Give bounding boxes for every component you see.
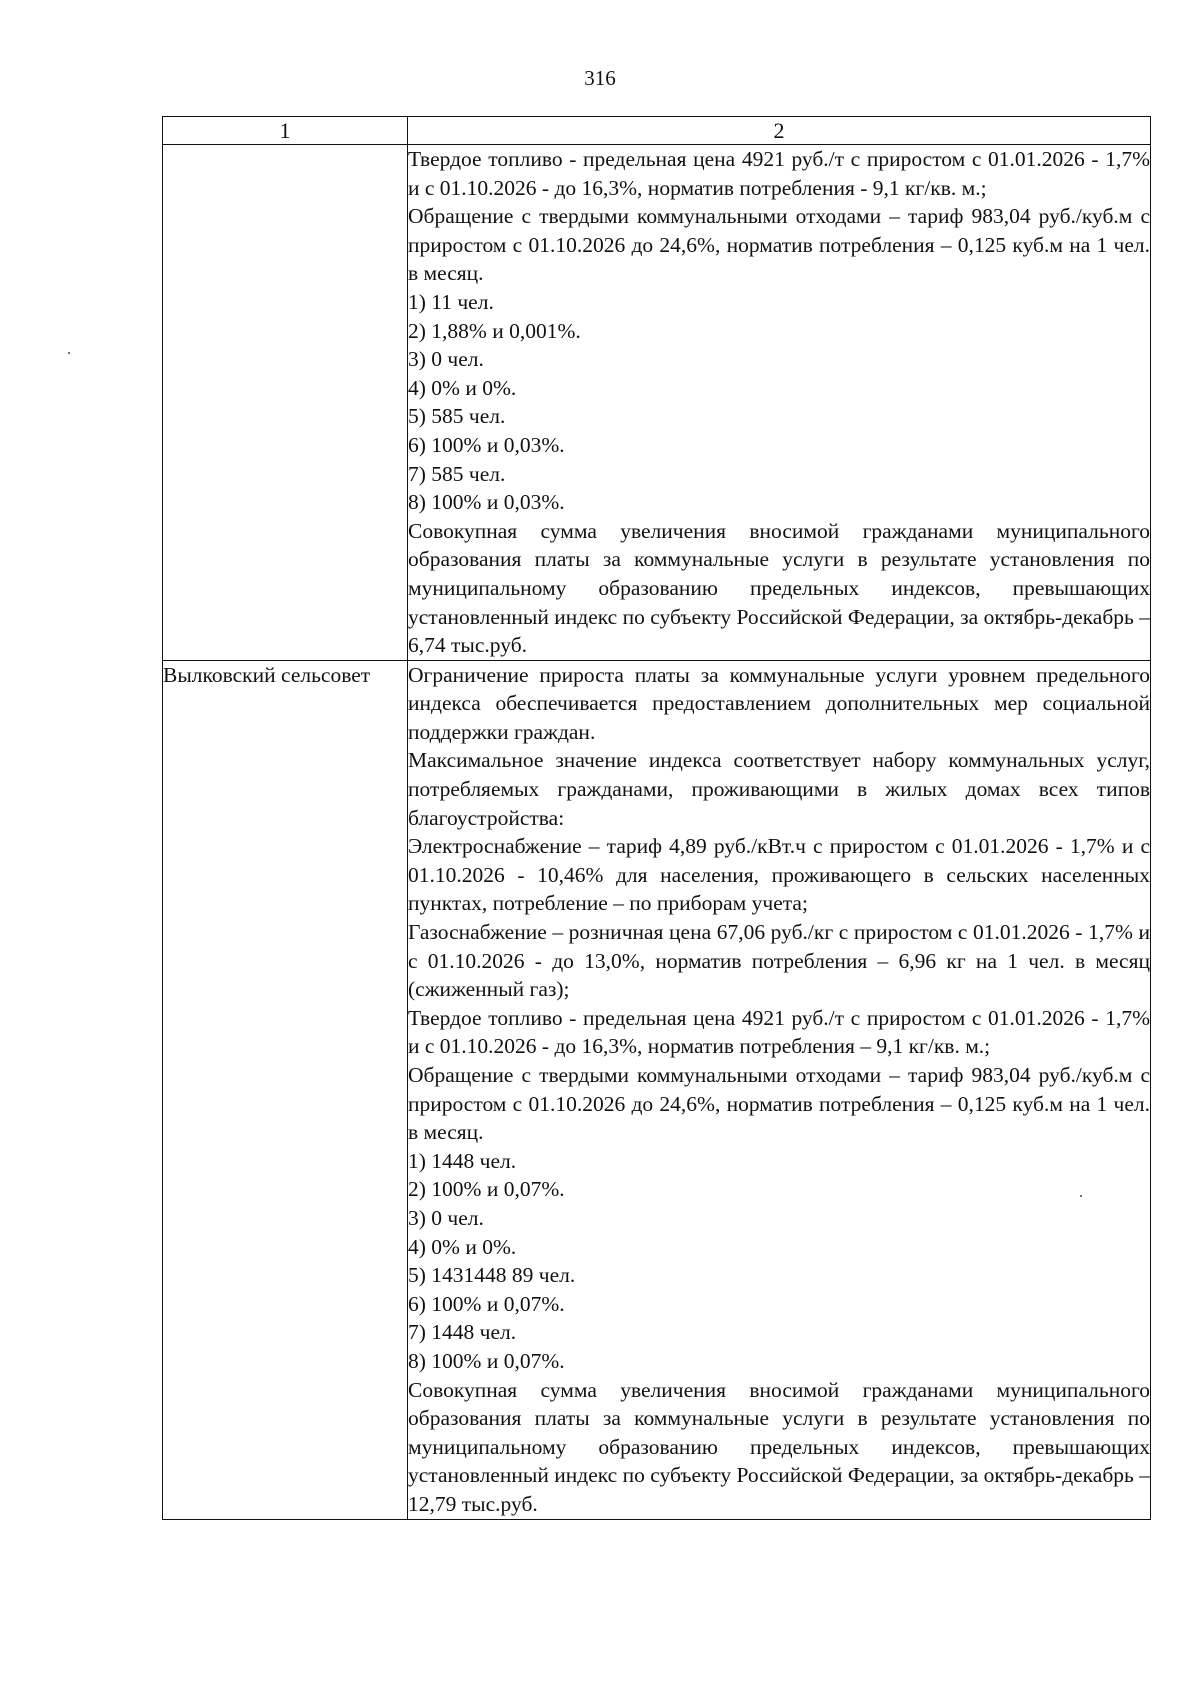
solid-fuel-paragraph: Твердое топливо - предельная цена 4921 руб./т с приростом с 01.01.2026 - 1,7% и с 01.10.2026 - до 16,3%, норматив потребления – 9,1 кг/кв. м.;	[408, 1005, 1150, 1059]
list-item: 8) 100% и 0,07%.	[408, 1348, 565, 1373]
table-row-vylkovsky	[163, 660, 1151, 1519]
gas-paragraph: Газоснабжение – розничная цена 67,06 руб./кг с приростом с 01.01.2026 - 1,7% и с 01.10.2026 - до 13,0%, норматив потребления – 6,96 кг на 1 чел. в месяц (сжиженный газ);	[408, 920, 1150, 1002]
list-item: 5) 585 чел.	[408, 404, 506, 429]
column-header-1: 1	[163, 117, 408, 145]
column-header-2: 2	[408, 117, 1151, 145]
list-item: 4) 0% и 0%.	[408, 1234, 517, 1259]
list-item: 8) 100% и 0,03%.	[408, 490, 565, 515]
list-item: 5) 1431448 89 чел.	[408, 1263, 576, 1288]
scan-speck	[68, 352, 70, 354]
municipality-cell-empty	[163, 145, 408, 661]
description-cell	[408, 660, 1151, 1519]
description-cell	[408, 145, 1151, 661]
waste-paragraph: Обращение с твердыми коммунальными отходами – тариф 983,04 руб./куб.м с приростом с 01.10.2026 до 24,6%, норматив потребления – 0,125 куб.м на 1 чел. в месяц.	[408, 1063, 1150, 1145]
list-item: 2) 100% и 0,07%.	[408, 1177, 565, 1202]
electricity-paragraph: Электроснабжение – тариф 4,89 руб./кВт.ч с приростом с 01.01.2026 - 1,7% и с 01.10.2026 - 10,46% для населения, проживающего в сельских населенных пунктах, потребление – по приборам учета;	[408, 834, 1150, 916]
list-item: 6) 100% и 0,07%.	[408, 1291, 565, 1316]
scan-speck	[1080, 1195, 1082, 1197]
summary-paragraph: Совокупная сумма увеличения вносимой гражданами муниципального образования платы за коммунальные услуги в результате установления по муниципальному образованию предельных индексов, превышающих установленный индекс по субъекту Российской Федерации, за октябрь-декабрь – 6,74 тыс.руб.	[408, 518, 1150, 658]
solid-fuel-paragraph: Твердое топливо - предельная цена 4921 руб./т с приростом с 01.01.2026 - 1,7% и с 01.10.2026 - до 16,3%, норматив потребления - 9,1 кг/кв. м.;	[408, 147, 1150, 200]
limit-paragraph: Ограничение прироста платы за коммунальные услуги уровнем предельного индекса обеспечивается предоставлением дополнительных мер социальной поддержки граждан.	[408, 662, 1150, 744]
summary-paragraph: Совокупная сумма увеличения вносимой гражданами муниципального образования платы за коммунальные услуги в результате установления по муниципальному образованию предельных индексов, превышающих установленный индекс по субъекту Российской Федерации, за октябрь-декабрь – 12,79 тыс.руб.	[408, 1377, 1150, 1516]
page-number: 316	[584, 66, 616, 90]
list-item: 3) 0 чел.	[408, 347, 484, 372]
waste-paragraph: Обращение с твердыми коммунальными отходами – тариф 983,04 руб./куб.м с приростом с 01.10.2026 до 24,6%, норматив потребления – 0,125 куб.м на 1 чел. в месяц.	[408, 204, 1150, 286]
list-item: 7) 1448 чел.	[408, 1320, 517, 1345]
list-item: 2) 1,88% и 0,001%.	[408, 318, 581, 343]
list-item: 7) 585 чел.	[408, 461, 506, 486]
list-item: 6) 100% и 0,03%.	[408, 432, 565, 457]
table-header-row	[163, 117, 1151, 145]
municipality-cell: Вылковский сельсовет	[163, 660, 408, 1519]
list-item: 1) 11 чел.	[408, 289, 494, 314]
list-item: 4) 0% и 0%.	[408, 375, 517, 400]
tariff-table	[162, 116, 1151, 1520]
max-index-paragraph: Максимальное значение индекса соответствует набору коммунальных услуг, потребляемых гражданами, проживающими в жилых домах всех типов благоустройства:	[408, 748, 1150, 830]
table-row-continuation	[163, 145, 1151, 661]
list-item: 3) 0 чел.	[408, 1205, 484, 1230]
list-item: 1) 1448 чел.	[408, 1148, 517, 1173]
